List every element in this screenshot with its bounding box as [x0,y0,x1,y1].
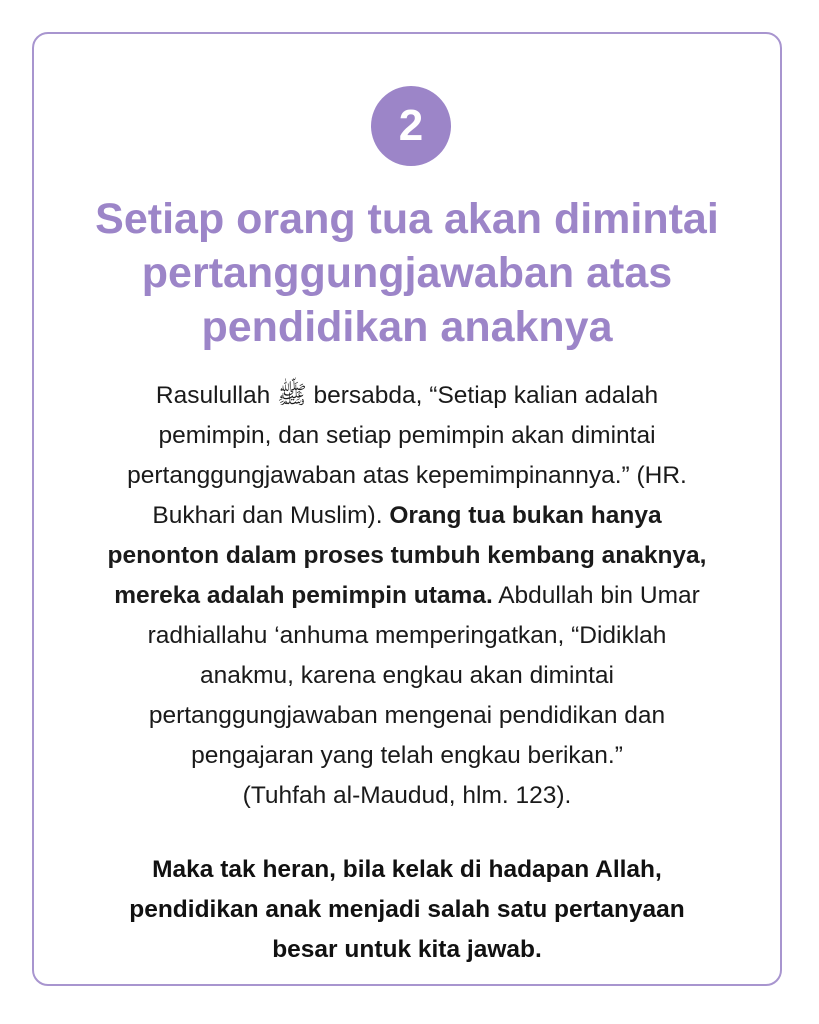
body-text-bold: mereka adalah pemimpin utama. [114,582,493,609]
body-line: Rasulullah ﷺ bersabda, “Setiap kalian adalah [155,382,659,409]
closing-line: besar untuk kita jawab. [272,936,542,963]
body-line: pengajaran yang telah engkau berikan.” [191,742,623,769]
citation-line: (Tuhfah al-Maudud, hlm. 123). [242,782,572,809]
body-line: pertanggungjawaban atas kepemimpinannya.” (HR. [127,462,687,489]
body-text-bold: penonton dalam proses tumbuh kembang anaknya, [107,542,707,569]
body-paragraph [54,376,760,816]
title-line: pertanggungjawaban atas [141,249,673,297]
number-badge [371,86,451,166]
body-line: radhiallahu ‘anhuma memperingatkan, “Didiklah [147,622,667,649]
closing-line: Maka tak heran, bila kelak di hadapan Allah, [152,856,662,883]
card-title [54,192,760,354]
body-text-normal: Bukhari dan Muslim). [152,502,390,529]
closing-statement [54,850,760,970]
badge-number: 2 [398,101,424,150]
body-text-normal: Abdullah bin Umar [492,582,700,609]
content-card [32,32,782,986]
body-text-bold: Orang tua bukan hanya [389,502,662,529]
title-line: pendidikan anaknya [201,303,613,351]
body-line: pemimpin, dan setiap pemimpin akan dimintai [158,422,656,449]
title-line: Setiap orang tua akan dimintai [95,195,719,243]
body-line-bold [54,536,760,576]
body-line-mixed [54,496,760,536]
closing-line: pendidikan anak menjadi salah satu pertanyaan [129,896,685,923]
body-line: pertanggungjawaban mengenai pendidikan dan [148,702,666,729]
body-line-mixed [54,576,760,616]
body-line: anakmu, karena engkau akan dimintai [199,662,615,689]
